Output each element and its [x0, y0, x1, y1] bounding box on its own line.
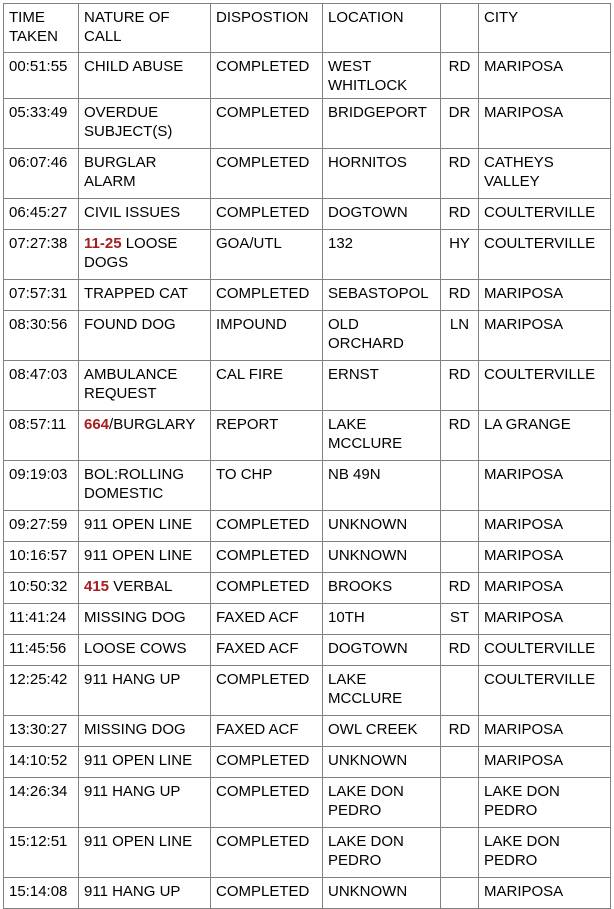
- cell-location: LAKE MCCLURE: [323, 666, 441, 716]
- cell-city: LAKE DON PEDRO: [479, 828, 611, 878]
- cell-city: LA GRANGE: [479, 411, 611, 461]
- table-row: [4, 53, 611, 99]
- cell-location: ERNST: [323, 361, 441, 411]
- cell-time: 11:41:24: [4, 604, 79, 635]
- cell-suffix: RD: [441, 149, 479, 199]
- call-log-table: [3, 3, 611, 909]
- cell-location: UNKNOWN: [323, 542, 441, 573]
- cell-location: WEST WHITLOCK: [323, 53, 441, 99]
- nature-text: FOUND DOG: [84, 316, 176, 333]
- cell-time: 00:51:55: [4, 53, 79, 99]
- cell-nature: [79, 604, 211, 635]
- cell-location: DOGTOWN: [323, 635, 441, 666]
- cell-suffix: LN: [441, 311, 479, 361]
- table-row: [4, 778, 611, 828]
- cell-suffix: [441, 828, 479, 878]
- table-row: [4, 149, 611, 199]
- table-row: [4, 199, 611, 230]
- cell-suffix: RD: [441, 280, 479, 311]
- cell-nature: [79, 280, 211, 311]
- table-row: [4, 511, 611, 542]
- cell-time: 12:25:42: [4, 666, 79, 716]
- cell-suffix: [441, 778, 479, 828]
- cell-disposition: COMPLETED: [211, 878, 323, 909]
- cell-suffix: [441, 747, 479, 778]
- nature-text: 911 OPEN LINE: [84, 752, 193, 769]
- cell-city: MARIPOSA: [479, 604, 611, 635]
- table-row: [4, 230, 611, 280]
- cell-nature: [79, 199, 211, 230]
- cell-city: COULTERVILLE: [479, 635, 611, 666]
- cell-disposition: GOA/UTL: [211, 230, 323, 280]
- table-row: [4, 280, 611, 311]
- cell-location: OLD ORCHARD: [323, 311, 441, 361]
- nature-text: 911 HANG UP: [84, 883, 181, 900]
- cell-nature: [79, 99, 211, 149]
- cell-city: LAKE DON PEDRO: [479, 778, 611, 828]
- cell-location: LAKE DON PEDRO: [323, 828, 441, 878]
- cell-time: 09:19:03: [4, 461, 79, 511]
- cell-city: MARIPOSA: [479, 573, 611, 604]
- nature-text: 911 HANG UP: [84, 783, 181, 800]
- cell-city: COULTERVILLE: [479, 199, 611, 230]
- cell-nature: [79, 747, 211, 778]
- cell-nature: [79, 511, 211, 542]
- table-row: [4, 828, 611, 878]
- nature-text: 911 HANG UP: [84, 671, 181, 688]
- cell-location: DOGTOWN: [323, 199, 441, 230]
- cell-suffix: RD: [441, 411, 479, 461]
- cell-time: 08:30:56: [4, 311, 79, 361]
- cell-location: OWL CREEK: [323, 716, 441, 747]
- cell-disposition: COMPLETED: [211, 747, 323, 778]
- table-row: [4, 747, 611, 778]
- table-row: [4, 361, 611, 411]
- cell-disposition: FAXED ACF: [211, 635, 323, 666]
- cell-suffix: RD: [441, 573, 479, 604]
- cell-disposition: COMPLETED: [211, 542, 323, 573]
- cell-location: NB 49N: [323, 461, 441, 511]
- cell-location: 132: [323, 230, 441, 280]
- nature-text: 911 OPEN LINE: [84, 547, 193, 564]
- cell-nature: [79, 542, 211, 573]
- cell-disposition: CAL FIRE: [211, 361, 323, 411]
- cell-location: LAKE DON PEDRO: [323, 778, 441, 828]
- cell-city: MARIPOSA: [479, 716, 611, 747]
- table-row: [4, 542, 611, 573]
- cell-suffix: RD: [441, 53, 479, 99]
- cell-disposition: COMPLETED: [211, 511, 323, 542]
- header-nature-of-call: NATURE OF CALL: [79, 4, 211, 53]
- table-row: [4, 604, 611, 635]
- cell-location: UNKNOWN: [323, 747, 441, 778]
- call-code: 664: [84, 416, 110, 433]
- cell-city: MARIPOSA: [479, 311, 611, 361]
- cell-time: 14:26:34: [4, 778, 79, 828]
- nature-text: VERBAL: [109, 578, 173, 595]
- cell-location: BRIDGEPORT: [323, 99, 441, 149]
- cell-suffix: RD: [441, 361, 479, 411]
- cell-location: UNKNOWN: [323, 878, 441, 909]
- cell-time: 10:16:57: [4, 542, 79, 573]
- cell-disposition: IMPOUND: [211, 311, 323, 361]
- nature-text: LOOSE COWS: [84, 640, 187, 657]
- cell-time: 14:10:52: [4, 747, 79, 778]
- cell-disposition: COMPLETED: [211, 828, 323, 878]
- cell-nature: [79, 573, 211, 604]
- cell-time: 13:30:27: [4, 716, 79, 747]
- cell-city: MARIPOSA: [479, 280, 611, 311]
- cell-nature: [79, 778, 211, 828]
- nature-text: LOOSE DOGS: [84, 235, 178, 271]
- cell-suffix: [441, 666, 479, 716]
- nature-text: 911 OPEN LINE: [84, 516, 193, 533]
- cell-nature: [79, 716, 211, 747]
- cell-location: HORNITOS: [323, 149, 441, 199]
- cell-disposition: TO CHP: [211, 461, 323, 511]
- header-disposition: DISPOSTION: [211, 4, 323, 53]
- cell-location: UNKNOWN: [323, 511, 441, 542]
- cell-suffix: RD: [441, 716, 479, 747]
- table-row: [4, 311, 611, 361]
- cell-disposition: COMPLETED: [211, 778, 323, 828]
- cell-location: BROOKS: [323, 573, 441, 604]
- cell-disposition: COMPLETED: [211, 53, 323, 99]
- header-location: LOCATION: [323, 4, 441, 53]
- cell-city: MARIPOSA: [479, 53, 611, 99]
- cell-time: 08:57:11: [4, 411, 79, 461]
- cell-suffix: [441, 511, 479, 542]
- cell-disposition: COMPLETED: [211, 666, 323, 716]
- cell-city: MARIPOSA: [479, 542, 611, 573]
- table-row: [4, 635, 611, 666]
- cell-nature: [79, 878, 211, 909]
- cell-time: 15:14:08: [4, 878, 79, 909]
- cell-disposition: FAXED ACF: [211, 604, 323, 635]
- cell-disposition: COMPLETED: [211, 573, 323, 604]
- nature-text: BOL:ROLLING DOMESTIC: [84, 466, 185, 502]
- cell-nature: [79, 461, 211, 511]
- cell-time: 06:07:46: [4, 149, 79, 199]
- call-code: 415: [84, 578, 110, 595]
- nature-text: CIVIL ISSUES: [84, 204, 181, 221]
- cell-nature: [79, 635, 211, 666]
- nature-text: BURGLAR ALARM: [84, 154, 157, 190]
- cell-nature: [79, 230, 211, 280]
- cell-city: MARIPOSA: [479, 747, 611, 778]
- cell-time: 05:33:49: [4, 99, 79, 149]
- cell-time: 07:57:31: [4, 280, 79, 311]
- cell-suffix: HY: [441, 230, 479, 280]
- nature-text: CHILD ABUSE: [84, 58, 184, 75]
- cell-nature: [79, 828, 211, 878]
- nature-text: AMBULANCE REQUEST: [84, 366, 178, 402]
- cell-nature: [79, 149, 211, 199]
- cell-city: COULTERVILLE: [479, 361, 611, 411]
- cell-suffix: [441, 542, 479, 573]
- nature-text: TRAPPED CAT: [84, 285, 188, 302]
- cell-suffix: [441, 461, 479, 511]
- table-row: [4, 99, 611, 149]
- cell-location: 10TH: [323, 604, 441, 635]
- cell-nature: [79, 311, 211, 361]
- cell-city: COULTERVILLE: [479, 666, 611, 716]
- cell-disposition: REPORT: [211, 411, 323, 461]
- cell-suffix: RD: [441, 199, 479, 230]
- cell-disposition: COMPLETED: [211, 149, 323, 199]
- cell-suffix: [441, 878, 479, 909]
- header-time-taken: TIME TAKEN: [4, 4, 79, 53]
- cell-suffix: RD: [441, 635, 479, 666]
- cell-time: 06:45:27: [4, 199, 79, 230]
- table-row: [4, 573, 611, 604]
- cell-nature: [79, 53, 211, 99]
- cell-city: MARIPOSA: [479, 461, 611, 511]
- call-code: 11-25: [84, 235, 122, 252]
- table-row: [4, 878, 611, 909]
- table-row: [4, 666, 611, 716]
- nature-text: OVERDUE SUBJECT(S): [84, 104, 173, 140]
- header-row: [4, 4, 611, 53]
- cell-city: CATHEYS VALLEY: [479, 149, 611, 199]
- nature-text: 911 OPEN LINE: [84, 833, 193, 850]
- cell-time: 15:12:51: [4, 828, 79, 878]
- cell-nature: [79, 666, 211, 716]
- nature-text: /BURGLARY: [109, 416, 196, 433]
- cell-city: MARIPOSA: [479, 511, 611, 542]
- cell-nature: [79, 411, 211, 461]
- cell-location: LAKE MCCLURE: [323, 411, 441, 461]
- header-street-suffix: [441, 4, 479, 53]
- cell-time: 07:27:38: [4, 230, 79, 280]
- cell-time: 09:27:59: [4, 511, 79, 542]
- cell-city: MARIPOSA: [479, 99, 611, 149]
- nature-text: MISSING DOG: [84, 721, 186, 738]
- cell-disposition: FAXED ACF: [211, 716, 323, 747]
- cell-disposition: COMPLETED: [211, 99, 323, 149]
- cell-suffix: DR: [441, 99, 479, 149]
- table-row: [4, 461, 611, 511]
- cell-city: MARIPOSA: [479, 878, 611, 909]
- cell-location: SEBASTOPOL: [323, 280, 441, 311]
- cell-nature: [79, 361, 211, 411]
- cell-suffix: ST: [441, 604, 479, 635]
- cell-disposition: COMPLETED: [211, 280, 323, 311]
- nature-text: MISSING DOG: [84, 609, 186, 626]
- cell-time: 08:47:03: [4, 361, 79, 411]
- cell-disposition: COMPLETED: [211, 199, 323, 230]
- table-row: [4, 411, 611, 461]
- header-city: CITY: [479, 4, 611, 53]
- table-row: [4, 716, 611, 747]
- cell-time: 10:50:32: [4, 573, 79, 604]
- cell-city: COULTERVILLE: [479, 230, 611, 280]
- cell-time: 11:45:56: [4, 635, 79, 666]
